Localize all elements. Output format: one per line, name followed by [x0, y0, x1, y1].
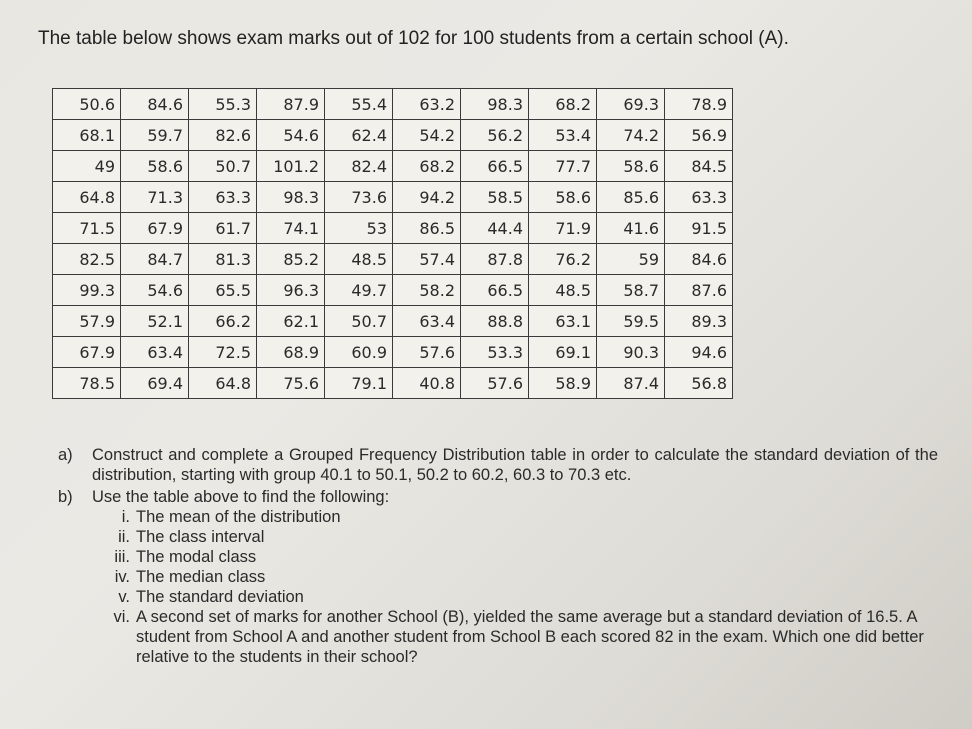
table-row	[53, 182, 733, 213]
table-cell: 56.9	[665, 120, 733, 151]
table-cell: 50.6	[53, 89, 121, 120]
table-cell: 84.6	[665, 244, 733, 275]
table-cell: 63.3	[665, 182, 733, 213]
table-cell: 66.5	[461, 151, 529, 182]
table-cell: 72.5	[189, 337, 257, 368]
table-cell: 48.5	[529, 275, 597, 306]
table-cell: 58.6	[597, 151, 665, 182]
table-cell: 58.6	[121, 151, 189, 182]
table-cell: 63.2	[393, 89, 461, 120]
question-a	[58, 445, 938, 485]
table-cell: 82.4	[325, 151, 393, 182]
sub-question	[104, 527, 938, 547]
table-cell: 67.9	[121, 213, 189, 244]
table-cell: 58.7	[597, 275, 665, 306]
table-cell: 50.7	[189, 151, 257, 182]
table-cell: 54.6	[121, 275, 189, 306]
sub-question	[104, 567, 938, 587]
table-cell: 55.4	[325, 89, 393, 120]
sub-question	[104, 547, 938, 567]
table-cell: 49.7	[325, 275, 393, 306]
table-cell: 67.9	[53, 337, 121, 368]
table-cell: 59	[597, 244, 665, 275]
table-cell: 71.9	[529, 213, 597, 244]
table-cell: 68.9	[257, 337, 325, 368]
table-cell: 98.3	[461, 89, 529, 120]
table-cell: 75.6	[257, 368, 325, 399]
table-row	[53, 244, 733, 275]
table-cell: 85.2	[257, 244, 325, 275]
table-cell: 58.6	[529, 182, 597, 213]
table-cell: 63.1	[529, 306, 597, 337]
table-row	[53, 89, 733, 120]
table-cell: 96.3	[257, 275, 325, 306]
table-cell: 78.9	[665, 89, 733, 120]
table-cell: 90.3	[597, 337, 665, 368]
table-cell: 76.2	[529, 244, 597, 275]
sub-question-text: The median class	[136, 568, 266, 586]
table-cell: 85.6	[597, 182, 665, 213]
table-row	[53, 151, 733, 182]
table-cell: 53	[325, 213, 393, 244]
question-b-text: Use the table above to find the following:	[92, 488, 390, 506]
sub-question-text: The mean of the distribution	[136, 508, 341, 526]
question-b-letter: b)	[58, 488, 73, 506]
table-cell: 64.8	[189, 368, 257, 399]
question-b	[58, 487, 938, 507]
table-cell: 58.2	[393, 275, 461, 306]
table-cell: 79.1	[325, 368, 393, 399]
table-cell: 53.3	[461, 337, 529, 368]
sub-question-number: iii.	[114, 548, 130, 566]
marks-table-body	[53, 89, 733, 399]
table-row	[53, 120, 733, 151]
table-cell: 66.2	[189, 306, 257, 337]
table-cell: 77.7	[529, 151, 597, 182]
table-row	[53, 306, 733, 337]
question-b-sublist	[104, 507, 938, 667]
question-a-letter: a)	[58, 446, 73, 464]
sub-question	[104, 587, 938, 607]
table-cell: 89.3	[665, 306, 733, 337]
table-cell: 56.8	[665, 368, 733, 399]
table-cell: 74.1	[257, 213, 325, 244]
table-cell: 57.6	[393, 337, 461, 368]
sub-question	[104, 507, 938, 527]
table-cell: 87.8	[461, 244, 529, 275]
table-cell: 99.3	[53, 275, 121, 306]
table-cell: 53.4	[529, 120, 597, 151]
table-cell: 62.4	[325, 120, 393, 151]
table-cell: 58.9	[529, 368, 597, 399]
table-cell: 62.1	[257, 306, 325, 337]
table-cell: 84.7	[121, 244, 189, 275]
table-cell: 84.5	[665, 151, 733, 182]
table-cell: 54.6	[257, 120, 325, 151]
table-cell: 56.2	[461, 120, 529, 151]
questions-section	[58, 445, 938, 667]
table-cell: 82.5	[53, 244, 121, 275]
table-row	[53, 275, 733, 306]
table-cell: 64.8	[53, 182, 121, 213]
table-cell: 68.1	[53, 120, 121, 151]
table-cell: 73.6	[325, 182, 393, 213]
table-cell: 91.5	[665, 213, 733, 244]
table-cell: 57.9	[53, 306, 121, 337]
marks-table	[52, 88, 733, 399]
table-cell: 41.6	[597, 213, 665, 244]
table-cell: 55.3	[189, 89, 257, 120]
sub-question-text: A second set of marks for another School (B), yielded the same average but a standard deviation of 16.5. A student from School A and another student from School B each scored 82 in the exam. Which one did better relative to the students in their school?	[136, 608, 924, 666]
table-cell: 58.5	[461, 182, 529, 213]
table-cell: 68.2	[393, 151, 461, 182]
table-cell: 59.5	[597, 306, 665, 337]
table-cell: 86.5	[393, 213, 461, 244]
table-cell: 61.7	[189, 213, 257, 244]
table-cell: 87.9	[257, 89, 325, 120]
sub-question-number: v.	[118, 588, 130, 606]
table-cell: 50.7	[325, 306, 393, 337]
table-cell: 84.6	[121, 89, 189, 120]
table-cell: 40.8	[393, 368, 461, 399]
table-cell: 98.3	[257, 182, 325, 213]
sub-question-number: ii.	[118, 528, 130, 546]
sub-question-number: vi.	[113, 608, 130, 626]
table-cell: 78.5	[53, 368, 121, 399]
table-row	[53, 213, 733, 244]
table-cell: 52.1	[121, 306, 189, 337]
question-a-text: Construct and complete a Grouped Frequency Distribution table in order to calculate the standard deviation of the distribution, starting with group 40.1 to 50.1, 50.2 to 60.2, 60.3 to 70.3 etc.	[92, 446, 938, 484]
table-cell: 54.2	[393, 120, 461, 151]
table-row	[53, 337, 733, 368]
table-cell: 57.4	[393, 244, 461, 275]
table-cell: 49	[53, 151, 121, 182]
table-cell: 63.4	[121, 337, 189, 368]
table-cell: 71.3	[121, 182, 189, 213]
table-cell: 94.2	[393, 182, 461, 213]
table-cell: 57.6	[461, 368, 529, 399]
sub-question	[104, 607, 938, 667]
table-cell: 48.5	[325, 244, 393, 275]
table-cell: 81.3	[189, 244, 257, 275]
table-cell: 68.2	[529, 89, 597, 120]
table-cell: 44.4	[461, 213, 529, 244]
table-cell: 63.3	[189, 182, 257, 213]
table-cell: 94.6	[665, 337, 733, 368]
table-cell: 66.5	[461, 275, 529, 306]
table-cell: 69.4	[121, 368, 189, 399]
table-cell: 87.6	[665, 275, 733, 306]
table-cell: 71.5	[53, 213, 121, 244]
table-cell: 74.2	[597, 120, 665, 151]
sub-question-text: The standard deviation	[136, 588, 304, 606]
page-title: The table below shows exam marks out of 102 for 100 students from a certain school (A).	[38, 28, 789, 49]
table-cell: 69.1	[529, 337, 597, 368]
sub-question-text: The modal class	[136, 548, 257, 566]
sub-question-text: The class interval	[136, 528, 265, 546]
table-cell: 59.7	[121, 120, 189, 151]
table-cell: 63.4	[393, 306, 461, 337]
sub-question-number: iv.	[114, 568, 130, 586]
table-cell: 60.9	[325, 337, 393, 368]
table-cell: 88.8	[461, 306, 529, 337]
table-cell: 87.4	[597, 368, 665, 399]
table-cell: 65.5	[189, 275, 257, 306]
table-cell: 69.3	[597, 89, 665, 120]
table-cell: 82.6	[189, 120, 257, 151]
table-cell: 101.2	[257, 151, 325, 182]
sub-question-number: i.	[121, 508, 130, 526]
table-row	[53, 368, 733, 399]
